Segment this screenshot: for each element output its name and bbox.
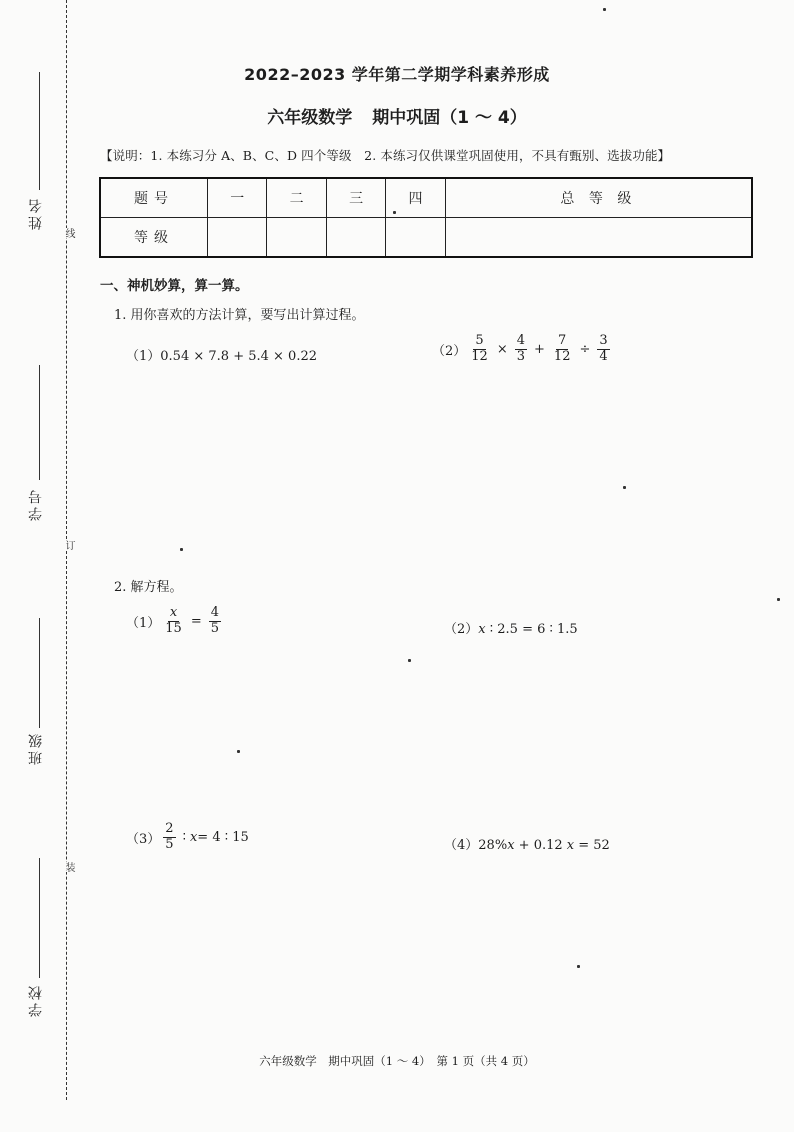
- expression: 0.54 × 7.8 + 5.4 × 0.22: [160, 349, 317, 364]
- scan-speck: [577, 965, 580, 968]
- part-label: （3）: [126, 831, 161, 847]
- operator: ÷: [579, 341, 591, 357]
- instructions-note: 【说明：1. 本练习分 A、B、C、D 四个等级 2. 本练习仅供课堂巩固使用，不具有甄别、选拔功能】: [100, 148, 671, 163]
- cell-total-grade: 总 等 级: [445, 178, 752, 218]
- operator: ×: [496, 341, 508, 357]
- class-label: 班级: [28, 731, 44, 765]
- question-2-part-3: [126, 822, 249, 853]
- part-label: （2）: [432, 343, 467, 359]
- part-label: （2）: [444, 622, 479, 637]
- part-label: （1）: [126, 349, 161, 364]
- binding-dashed-line: [66, 0, 67, 1100]
- section-1-title: 一、神机妙算，算一算。: [100, 278, 249, 294]
- question-2-prompt: 2. 解方程。: [114, 580, 183, 595]
- id-label: 学号: [28, 487, 44, 521]
- scan-speck: [408, 659, 411, 662]
- grade-blank-2: [267, 218, 326, 258]
- question-2-part-4: （4）28%x + 0.12 x = 52: [444, 838, 610, 853]
- school-label: 学校: [28, 983, 44, 1017]
- cut-mark-staple: 订: [63, 540, 74, 550]
- cell-section-3: 三: [326, 178, 385, 218]
- scan-speck: [623, 486, 626, 489]
- grade-blank-4: [386, 218, 445, 258]
- id-write-line: [39, 365, 40, 480]
- scan-speck: [777, 598, 780, 601]
- fraction: $\frac{2}{5}$: [165, 821, 174, 852]
- fraction: $\frac{4}{3}$: [516, 333, 526, 364]
- variable: x: [507, 838, 515, 853]
- name-label: 姓名: [28, 196, 44, 230]
- scan-speck: [237, 750, 240, 753]
- question-2-part-2: [444, 618, 578, 637]
- cell-section-1: 一: [208, 178, 267, 218]
- expression: = 4 ∶ 15: [197, 829, 249, 845]
- cell-section-2: 二: [267, 178, 326, 218]
- variable: x: [189, 829, 198, 845]
- page-title-line1: 2022–2023 学年第二学期学科素养形成: [244, 65, 550, 84]
- grade-blank-1: [208, 218, 267, 258]
- operator: =: [190, 613, 202, 629]
- title-subject: 六年级数学: [267, 108, 353, 128]
- operator: ∶: [182, 829, 186, 845]
- part-label: （4）: [444, 838, 479, 853]
- grade-table-header-row: [100, 178, 752, 218]
- fraction: $\frac{3}{4}$: [599, 333, 608, 364]
- cut-mark-bind: 装: [63, 862, 74, 872]
- question-2-part-1: [126, 606, 224, 637]
- page-footer: 六年级数学 期中巩固（1 ～ 4） 第 1 页（共 4 页）: [259, 1054, 535, 1068]
- class-write-line: [39, 618, 40, 728]
- fraction: $\frac{4}{5}$: [210, 605, 220, 636]
- grade-blank-3: [326, 218, 385, 258]
- question-1-part-2: [432, 334, 613, 365]
- cell-section-4: 四: [386, 178, 445, 218]
- fraction: $\frac{x}{15}$: [165, 605, 182, 636]
- cut-mark-line: 线: [63, 228, 74, 238]
- scan-speck: [603, 8, 606, 11]
- name-write-line: [39, 72, 40, 190]
- fraction: $\frac{7}{12}$: [553, 333, 571, 364]
- question-1-prompt: 1. 用你喜欢的方法计算，要写出计算过程。: [114, 308, 365, 323]
- grade-table: [99, 177, 753, 258]
- grade-blank-total: [445, 218, 752, 258]
- question-1-part-1: [126, 345, 317, 364]
- page-title-line2: [0, 103, 794, 128]
- school-write-line: [39, 858, 40, 978]
- variable: x: [566, 838, 575, 853]
- cell-question-number-label: 题号: [100, 178, 208, 218]
- variable: x: [478, 622, 486, 637]
- part-label: （1）: [126, 615, 161, 631]
- fraction: $\frac{5}{12}$: [471, 333, 488, 364]
- operator: +: [534, 341, 545, 357]
- expression: ∶ 2.5 = 6 ∶ 1.5: [485, 622, 578, 637]
- scan-speck: [180, 548, 183, 551]
- title-unit: 期中巩固（1 ～ 4）: [372, 108, 527, 128]
- scan-speck: [393, 211, 396, 214]
- grade-table-grade-row: [100, 218, 752, 258]
- cell-grade-label: 等级: [100, 218, 208, 258]
